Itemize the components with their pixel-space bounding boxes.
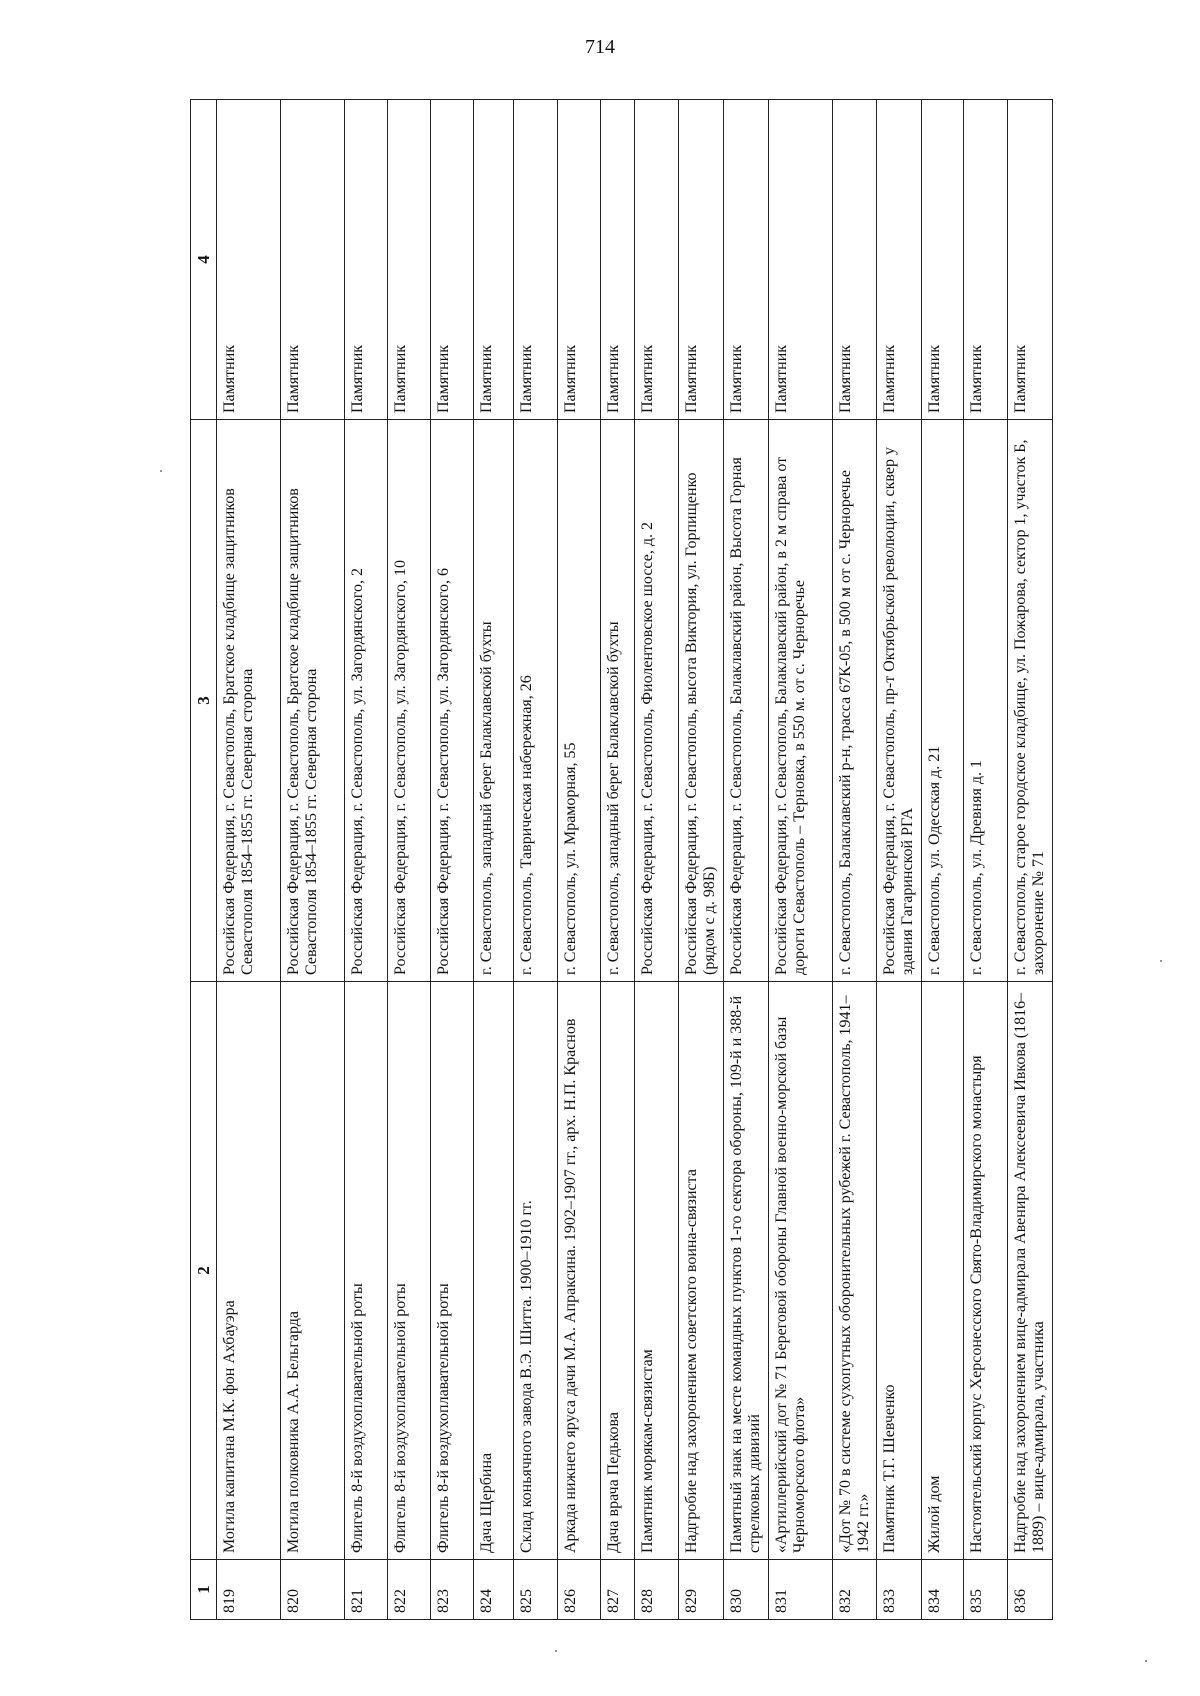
object-category: Памятник [768, 100, 832, 420]
header-row [191, 100, 217, 1620]
object-location: г. Севастополь, старое городское кладбище, ул. Пожарова, сектор 1, участок Б, захоронение № 71 [1008, 420, 1053, 982]
object-category: Памятник [832, 100, 877, 420]
scan-speck [555, 1650, 557, 1652]
object-location: Российская Федерация, г. Севастополь, Балаклавский район, в 2 м справа от дороги Севастополь – Терновка, в 550 м. от с. Черноречье [768, 420, 832, 982]
row-number: 834 [922, 1560, 964, 1620]
object-category: Памятник [679, 100, 724, 420]
object-name: Дача врача Педькова [601, 982, 635, 1560]
row-number: 829 [679, 1560, 724, 1620]
monuments-table [190, 99, 1053, 1620]
object-location: Российская Федерация, г. Севастополь, Фиолентовское шоссе, д. 2 [635, 420, 679, 982]
object-location: г. Севастополь, западный берег Балаклавской бухты [474, 420, 514, 982]
object-name: Склад коньячного завода В.Э. Шитта. 1900–1910 гг. [514, 982, 558, 1560]
table-row [514, 100, 558, 1620]
row-number: 833 [877, 1560, 922, 1620]
row-number: 825 [514, 1560, 558, 1620]
table-row [345, 100, 388, 1620]
header-col-4: 4 [191, 100, 217, 420]
scan-speck [160, 470, 162, 472]
table-row [431, 100, 474, 1620]
object-name: «Дот № 70 в системе сухопутных оборонительных рубежей г. Севастополь, 1941–1942 гг.» [832, 982, 877, 1560]
object-name: «Артиллерийский дот № 71 Береговой обороны Главной военно-морской базы Черноморского флота» [768, 982, 832, 1560]
row-number: 827 [601, 1560, 635, 1620]
object-category: Памятник [601, 100, 635, 420]
row-number: 831 [768, 1560, 832, 1620]
object-category: Памятник [431, 100, 474, 420]
row-number: 822 [388, 1560, 431, 1620]
object-category: Памятник [474, 100, 514, 420]
object-category: Памятник [345, 100, 388, 420]
table-row [217, 100, 281, 1620]
object-location: Российская Федерация, г. Севастополь, ул. Загордянского, 2 [345, 420, 388, 982]
table-row [1008, 100, 1053, 1620]
header-col-2: 2 [191, 982, 217, 1560]
object-name: Аркада нижнего яруса дачи М.А. Апраксина. 1902–1907 гг., арх. Н.П. Краснов [558, 982, 601, 1560]
object-location: Российская Федерация, г. Севастополь, ул. Загордянского, 6 [431, 420, 474, 982]
table-row [768, 100, 832, 1620]
object-name: Памятный знак на месте командных пунктов 1-го сектора обороны, 109-й и 388-й стрелковых дивизий [723, 982, 768, 1560]
object-location: г. Севастополь, ул. Одесская д. 21 [922, 420, 964, 982]
table-row [679, 100, 724, 1620]
object-location: Российская Федерация, г. Севастополь, пр-т Октябрьской революции, сквер у здания Гагаринской РГА [877, 420, 922, 982]
object-name: Флигель 8-й воздухоплавательной роты [388, 982, 431, 1560]
rotated-table-wrapper [190, 100, 1053, 1620]
row-number: 830 [723, 1560, 768, 1620]
row-number: 828 [635, 1560, 679, 1620]
object-category: Памятник [388, 100, 431, 420]
page-number: 714 [585, 36, 615, 58]
object-category: Памятник [281, 100, 345, 420]
object-name: Памятник морякам-связистам [635, 982, 679, 1560]
row-number: 821 [345, 1560, 388, 1620]
row-number: 820 [281, 1560, 345, 1620]
object-location: г. Севастополь, ул. Древняя д. 1 [964, 420, 1008, 982]
table-row [877, 100, 922, 1620]
object-name: Могила полковника А.А. Бельгарда [281, 982, 345, 1560]
header-col-3: 3 [191, 420, 217, 982]
table-row [832, 100, 877, 1620]
table-row [601, 100, 635, 1620]
header-col-1: 1 [191, 1560, 217, 1620]
table-row [964, 100, 1008, 1620]
object-name: Надгробие над захоронением вице-адмирала Авенира Алексеевича Ивкова (1816–1889) – вице-адмирала, участника [1008, 982, 1053, 1560]
scan-speck [1160, 960, 1162, 962]
object-category: Памятник [558, 100, 601, 420]
table-row [723, 100, 768, 1620]
object-name: Могила капитана М.К. фон Ахбауэра [217, 982, 281, 1560]
object-name: Флигель 8-й воздухоплавательной роты [431, 982, 474, 1560]
row-number: 819 [217, 1560, 281, 1620]
object-location: Российская Федерация, г. Севастополь, высота Виктория, ул. Горпищенко (рядом с д. 98Б) [679, 420, 724, 982]
row-number: 826 [558, 1560, 601, 1620]
object-name: Настоятельский корпус Херсонесского Свято-Владимирского монастыря [964, 982, 1008, 1560]
table-row [635, 100, 679, 1620]
object-location: г. Севастополь, Балаклавский р-н, трасса 67К-05, в 500 м от с. Черноречье [832, 420, 877, 982]
scan-speck [1145, 1660, 1147, 1662]
object-location: г. Севастополь, ул. Мраморная, 55 [558, 420, 601, 982]
object-location: Российская Федерация, г. Севастополь, Братское кладбище защитников Севастополя 1854–1855 гг. Северная сторона [217, 420, 281, 982]
object-name: Памятник Т.Г. Шевченко [877, 982, 922, 1560]
object-category: Памятник [922, 100, 964, 420]
table-row [558, 100, 601, 1620]
object-location: г. Севастополь, западный берег Балаклавской бухты [601, 420, 635, 982]
object-name: Надгробие над захоронением советского воина-связиста [679, 982, 724, 1560]
object-category: Памятник [964, 100, 1008, 420]
object-location: Российская Федерация, г. Севастополь, Братское кладбище защитников Севастополя 1854–1855 гг. Северная сторона [281, 420, 345, 982]
row-number: 836 [1008, 1560, 1053, 1620]
row-number: 823 [431, 1560, 474, 1620]
object-name: Флигель 8-й воздухоплавательной роты [345, 982, 388, 1560]
object-location: Российская Федерация, г. Севастополь, Балаклавский район, Высота Горная [723, 420, 768, 982]
table-row [388, 100, 431, 1620]
object-category: Памятник [723, 100, 768, 420]
table-row [474, 100, 514, 1620]
object-name: Дача Щербина [474, 982, 514, 1560]
row-number: 835 [964, 1560, 1008, 1620]
object-category: Памятник [635, 100, 679, 420]
object-location: г. Севастополь, Таврическая набережная, 26 [514, 420, 558, 982]
object-category: Памятник [514, 100, 558, 420]
table-row [922, 100, 964, 1620]
row-number: 832 [832, 1560, 877, 1620]
object-category: Памятник [877, 100, 922, 420]
row-number: 824 [474, 1560, 514, 1620]
object-category: Памятник [217, 100, 281, 420]
table-row [281, 100, 345, 1620]
object-location: Российская Федерация, г. Севастополь, ул. Загордянского, 10 [388, 420, 431, 982]
object-name: Жилой дом [922, 982, 964, 1560]
object-category: Памятник [1008, 100, 1053, 420]
